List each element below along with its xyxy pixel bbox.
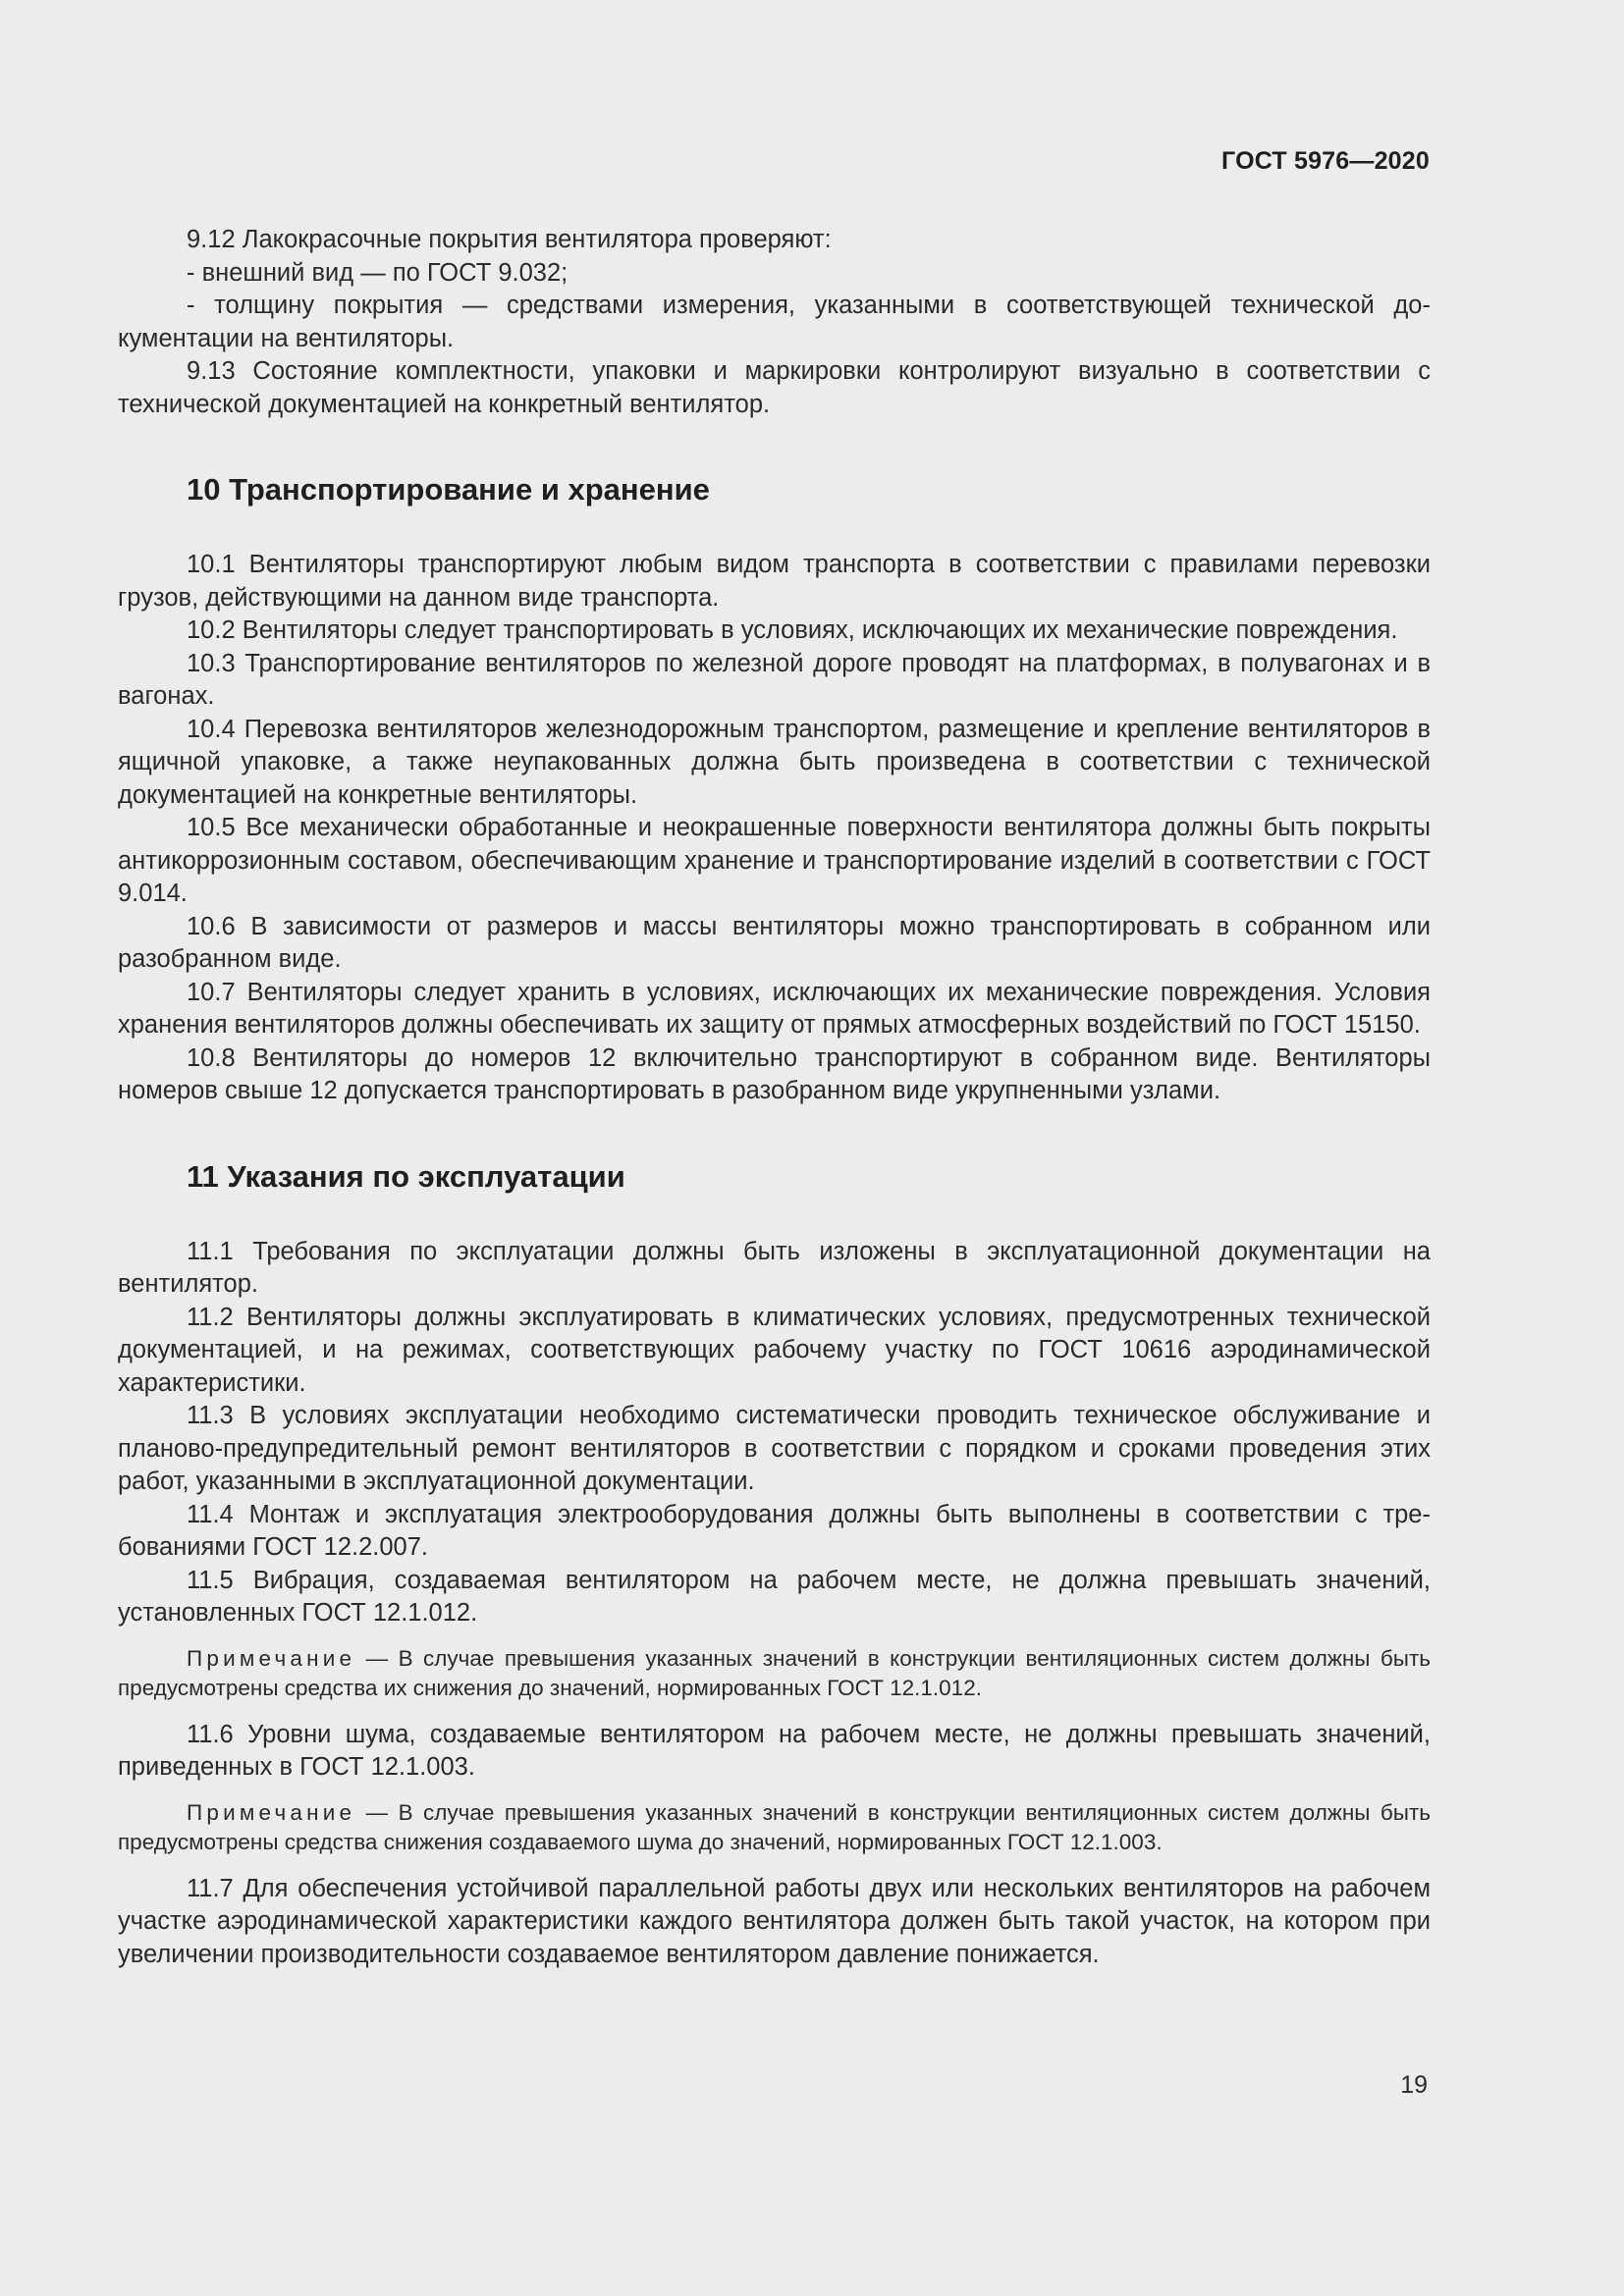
document-code-header: ГОСТ 5976—2020 [1221, 147, 1430, 175]
paragraph-11-5: 11.5 Вибрация, создаваемая вентилятором на рабочем месте, не должна превышать значений, установленных ГОСТ 12.1.012. [118, 1566, 1431, 1627]
section-11-heading: 11 Указания по эксплуатации [187, 1158, 625, 1194]
note-1 [118, 1644, 1431, 1703]
paragraph-10-3: 10.3 Транспортирование вентиляторов по железной дороге проводят на платформах, в полувагонах и в вагонах. [118, 649, 1431, 710]
paragraph-10-4: 10.4 Перевозка вентиляторов железнодорожным транспортом, размещение и крепление вентиляторов в ящичной упаковке, а также неупакованных должна быть произведена в соответствии с технической документацией на конкретные вентиляторы. [118, 715, 1431, 809]
paragraph-10-8: 10.8 Вентиляторы до номеров 12 включительно транспортируют в собранном виде. Вентиляторы номеров свыше 12 допускается транспортировать в разобранном виде укрупненными узлами. [118, 1043, 1431, 1104]
paragraph-10-1: 10.1 Вентиляторы транспортируют любым видом транспорта в соответствии с правилами перевозки грузов, действующими на данном виде транспорта. [118, 551, 1431, 612]
paragraph-10-5: 10.5 Все механически обработанные и неокрашенные поверхности вентилятора должны быть покрыты антикоррозионным составом, обеспечивающим хранение и транспортирование изделий в соответствии с ГОСТ 9.014. [118, 814, 1431, 907]
paragraph-10-2: 10.2 Вентиляторы следует транспортировать в условиях, исключающих их механические повреждения. [187, 616, 1398, 644]
note-2 [118, 1798, 1431, 1857]
paragraph-11-2: 11.2 Вентиляторы должны эксплуатировать в климатических условиях, предусмотренных технической документацией, и на режимах, соответствующих рабочему участку по ГОСТ 10616 аэродинамической характеристики. [118, 1303, 1431, 1397]
section-10-heading: 10 Транспортирование и хранение [187, 472, 710, 507]
document-body [118, 224, 1431, 1971]
note-1-text: — В случае превышения указанных значений в конструкции вентиляционных систем должны быть предусмотрены средства их снижения до значений, нормированных ГОСТ 12.1.012. [118, 1645, 1431, 1700]
note-1-label: Примечание [187, 1645, 356, 1671]
paragraph-10-6: 10.6 В зависимости от размеров и массы вентиляторы можно транспортировать в собранном или разобранном виде. [118, 912, 1431, 973]
paragraph-9-12-item-b: - толщину покрытия — средствами измерения, указанными в соответствующей технической документации на вентиляторы. [118, 292, 1431, 352]
paragraph-9-12-item-a: - внешний вид — по ГОСТ 9.032; [187, 258, 568, 287]
paragraph-10-7: 10.7 Вентиляторы следует хранить в условиях, исключающих их механические повреждения. Условия хранения вентиляторов должны обеспечивать их защиту от прямых атмосферных воздействий по ГОСТ 15150. [118, 978, 1431, 1039]
paragraph-11-4: 11.4 Монтаж и эксплуатация электрооборудования должны быть выполнены в соответствии с требованиями ГОСТ 12.2.007. [118, 1500, 1431, 1561]
page-number: 19 [1400, 2071, 1428, 2099]
paragraph-11-1: 11.1 Требования по эксплуатации должны быть изложены в эксплуатационной документации на вентилятор. [118, 1237, 1431, 1298]
paragraph-9-12: 9.12 Лакокрасочные покрытия вентилятора проверяют: [187, 226, 832, 253]
paragraph-11-6: 11.6 Уровни шума, создаваемые вентилятором на рабочем месте, не должны превышать значений, приведенных в ГОСТ 12.1.003. [118, 1720, 1431, 1781]
note-2-text: — В случае превышения указанных значений в конструкции вентиляционных систем должны быть предусмотрены средства снижения создаваемого шума до значений, нормированных ГОСТ 12.1.003. [118, 1799, 1431, 1854]
paragraph-11-7: 11.7 Для обеспечения устойчивой параллельной работы двух или нескольких вентиляторов на рабочем участке аэродинамической характеристики каждого вентилятора должен быть такой участок, на котором при увеличении производительности создаваемое вентилятором давление понижается. [118, 1874, 1431, 1968]
note-2-label: Примечание [187, 1799, 356, 1825]
paragraph-11-3: 11.3 В условиях эксплуатации необходимо систематически проводить техническое обслуживание и планово-предупредительный ремонт вентиляторов в соответствии с порядком и сроками проведения этих работ, указанными в эксплуатационной документации. [118, 1402, 1431, 1495]
paragraph-9-13: 9.13 Состояние комплектности, упаковки и маркировки контролируют визуально в соответствии с технической документацией на конкретный вентилятор. [118, 357, 1431, 418]
